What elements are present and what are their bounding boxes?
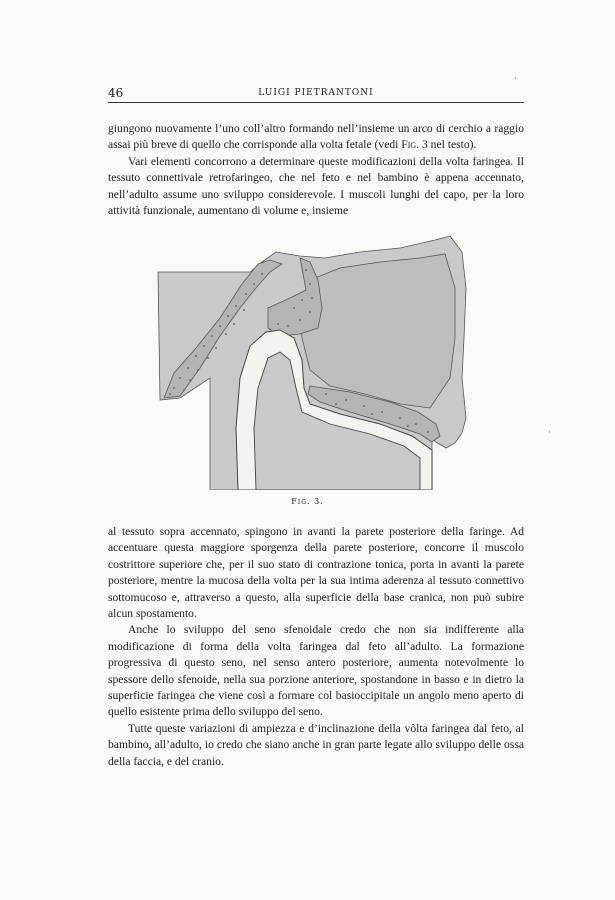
paragraph-1: giungono nuovamente l’uno coll’altro formando nell’insieme un arco di cerchio a raggio assai più breve di quello che corrisponde alla volta fetale (vedi Fig. 3 nel testo).: [108, 122, 524, 152]
figure-reference: Fig. 3: [401, 138, 428, 152]
figure-caption: Fig. 3.: [291, 497, 324, 506]
paragraph-3: al tessuto sopra accennato, spingono in avanti la parete posteriore della faringe. Ad accentuare questa maggiore sporgenza della parete posteriore, concorre il muscolo costrittore superiore che, per il suo stato di contrazione tonica, porta in avanti la parete posteriore, mentre la mucosa della volta per la sua intima aderenza al tessuto connettivo sottomucoso e, attraverso a questo, alla superficie della base cranica, non può subire alcun spostamento.: [108, 525, 524, 621]
text-block-top: [108, 121, 524, 219]
print-mark: ·: [548, 428, 551, 438]
page-number: 46: [108, 86, 124, 100]
text-block-bottom: [108, 524, 524, 770]
paragraph-2: Vari elementi concorrono a determinare queste modificazioni della volta faringea. Il tessuto connettivale retrofaringeo, che nel feto e nel bambino è appena accennato, nell’adulto assume uno sviluppo considerevole. I muscoli lunghi del capo, per la loro attività funzionale, aumentano di volume e, insieme: [108, 154, 524, 218]
anatomical-figure: [150, 228, 486, 490]
print-mark: ·: [514, 74, 517, 84]
running-head: LUIGI PIETRANTONI: [258, 88, 374, 98]
paragraph-4: Anche lo sviluppo del seno sfenoidale credo che non sia indifferente alla modificazione di forma della volta faringea dal feto all’adulto. La formazione progressiva di questo seno, nel senso antero posteriore, aumenta notevolmente lo spessore dello sfenoide, nella sua porzione anteriore, spostandone in basso e in dietro la superficie faringea che viene così a formare col basioccipitale un angolo meno aperto di quello esistente prima dello sviluppo del seno.: [108, 623, 524, 719]
paragraph-5: Tutte queste variazioni di ampiezza e d’inclinazione della vôlta faringea dal feto, al bambino, all’adulto, io credo che siano anche in gran parte legate allo sviluppo delle ossa della faccia, e del cranio.: [108, 721, 524, 768]
figure-drawing: [150, 228, 486, 490]
page-header: [108, 86, 524, 103]
